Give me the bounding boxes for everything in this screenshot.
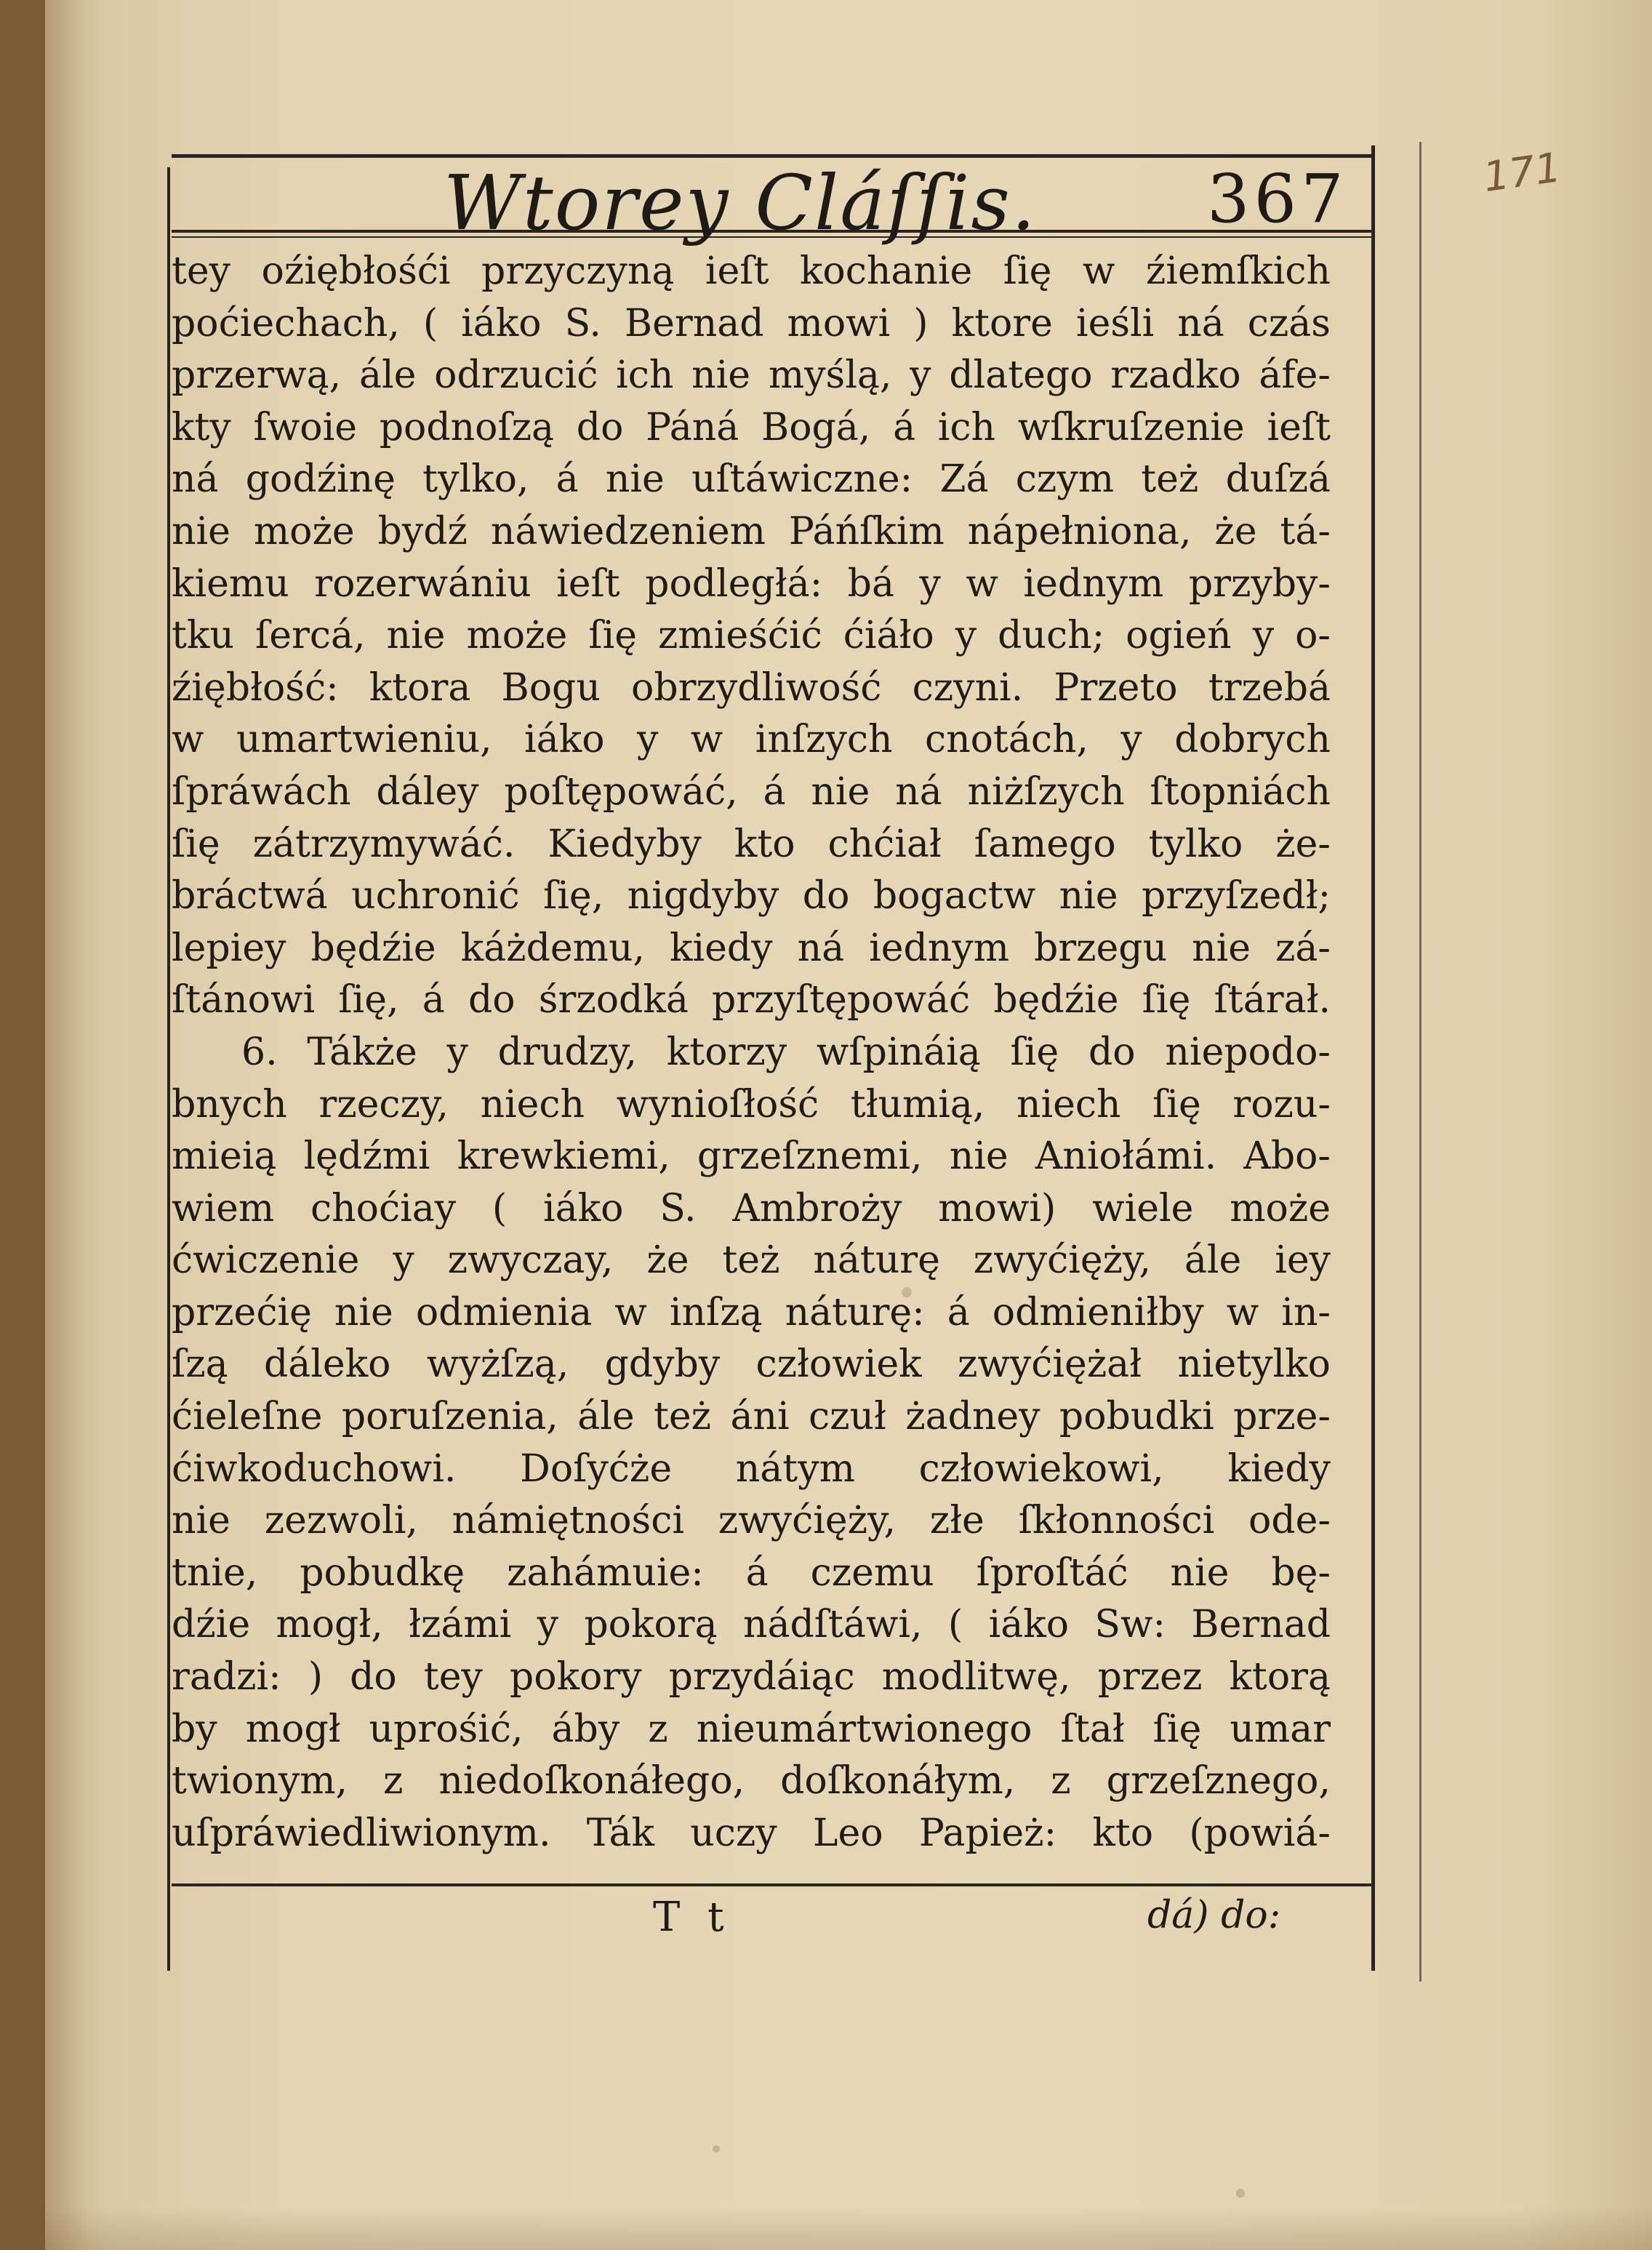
body-text bbox=[172, 246, 1331, 1859]
text-line: ſtánowi ſię, á do śrzodká przyſtępowáć będźie ſię ſtárał. bbox=[172, 978, 1331, 1022]
text-line: kiemu rozerwániu ieſt podległá: bá y w iednym przyby- bbox=[172, 561, 1331, 606]
text-line: nie zezwoli, námiętności zwyćięży, złe ſkłonności ode- bbox=[172, 1499, 1331, 1543]
text-bottom-rule bbox=[172, 1883, 1373, 1886]
text-line: przećię nie odmienia w inſzą náturę: á odmieniłby w in- bbox=[172, 1290, 1331, 1334]
text-line: by mogł uprośić, áby z nieumártwionego ſtał ſię umar bbox=[172, 1707, 1331, 1751]
text-line: tey oźiębłośći przyczyną ieſt kochanie ſię w źiemſkich bbox=[172, 249, 1331, 293]
text-line: tnie, pobudkę zahámuie: á czemu ſproſtáć nie bę- bbox=[172, 1550, 1331, 1595]
foxing-spot bbox=[713, 2145, 720, 2153]
text-line: ſzą dáleko wyżſzą, gdyby człowiek zwyćiężał nietylko bbox=[172, 1342, 1331, 1387]
frame-left-rule bbox=[167, 167, 170, 1971]
text-line: dźie mogł, łzámi y pokorą nádſtáwi, ( iáko Sw: Bernad bbox=[172, 1603, 1331, 1647]
text-line: 6. Tákże y drudzy, ktorzy wſpináią ſię do niepodo- bbox=[241, 1030, 1331, 1074]
text-line: twionym, z niedoſkonáłego, doſkonáłym, z grzeſznego, bbox=[172, 1759, 1331, 1803]
page-bottom-edge bbox=[45, 2206, 1652, 2250]
text-line: kty ſwoie podnoſzą do Páná Bogá, á ich wſkruſzenie ieſt bbox=[172, 405, 1331, 449]
catchword: dá) do: bbox=[1147, 1894, 1281, 1937]
text-line: tku ſercá, nie może ſię zmieśćić ćiáło y duch; ogień y o- bbox=[172, 614, 1331, 658]
text-line: przerwą, ále odrzucić ich nie myślą, y dlatego rzadko áfe- bbox=[172, 353, 1331, 398]
text-line: bráctwá uchronić ſię, nigdyby do bogactw nie przyſzedł; bbox=[172, 874, 1331, 918]
text-line: lepiey będźie káżdemu, kiedy ná iednym brzegu nie zá- bbox=[172, 926, 1331, 970]
text-line: w umartwieniu, iáko y w inſzych cnotách, y dobrych bbox=[172, 718, 1331, 762]
text-line: radzi: ) do tey pokory przydáiąc modlitwę, przez ktorą bbox=[172, 1655, 1331, 1699]
text-line: źiębłość: ktora Bogu obrzydliwość czyni. Przeto trzebá bbox=[172, 665, 1331, 710]
page-number: 367 bbox=[1207, 160, 1348, 238]
outer-right-rule bbox=[1419, 142, 1422, 1982]
text-line: ćieleſne poruſzenia, ále też áni czuł żadney pobudki prze- bbox=[172, 1395, 1331, 1439]
frame-top-rule bbox=[172, 154, 1373, 158]
foxing-spot bbox=[1236, 2189, 1245, 2198]
frame-right-rule bbox=[1371, 145, 1375, 1971]
text-line: ćwiczenie y zwyczay, że też náturę zwyćięży, ále iey bbox=[172, 1238, 1331, 1283]
text-line: mieią lędźmi krewkiemi, grzeſznemi, nie Aniołámi. Abo- bbox=[172, 1134, 1331, 1179]
text-line: ſię zátrzymywáć. Kiedyby kto chćiał ſamego tylko że- bbox=[172, 822, 1331, 866]
text-line: wiem choćiay ( iáko S. Ambroży mowi) wiele może bbox=[172, 1186, 1331, 1230]
binding-shadow bbox=[0, 0, 87, 2250]
handwritten-archive-number: 171 bbox=[1480, 143, 1564, 202]
text-line: nie może bydź náwiedzeniem Páńſkim nápełniona, że tá- bbox=[172, 509, 1331, 553]
text-line: bnych rzeczy, niech wynioſłość tłumią, niech ſię rozu- bbox=[172, 1082, 1331, 1126]
text-line: ná godźinę tylko, á nie uſtáwiczne: Zá czym też duſzá bbox=[172, 457, 1331, 502]
signature-mark: T t bbox=[653, 1894, 731, 1941]
text-line: uſpráwiedliwionym. Ták uczy Leo Papież: kto (powiá- bbox=[172, 1811, 1331, 1855]
text-line: ćiwkoduchowi. Doſyćże nátym człowiekowi, kiedy bbox=[172, 1446, 1331, 1491]
running-head-title: Wtorey Cláſſis. bbox=[444, 159, 1037, 247]
text-line: poćiechach, ( iáko S. Bernad mowi ) ktore ieśli ná czás bbox=[172, 301, 1331, 345]
text-line: ſpráwách dáley poſtępowáć, á nie ná niżſzych ſtopniách bbox=[172, 769, 1331, 814]
